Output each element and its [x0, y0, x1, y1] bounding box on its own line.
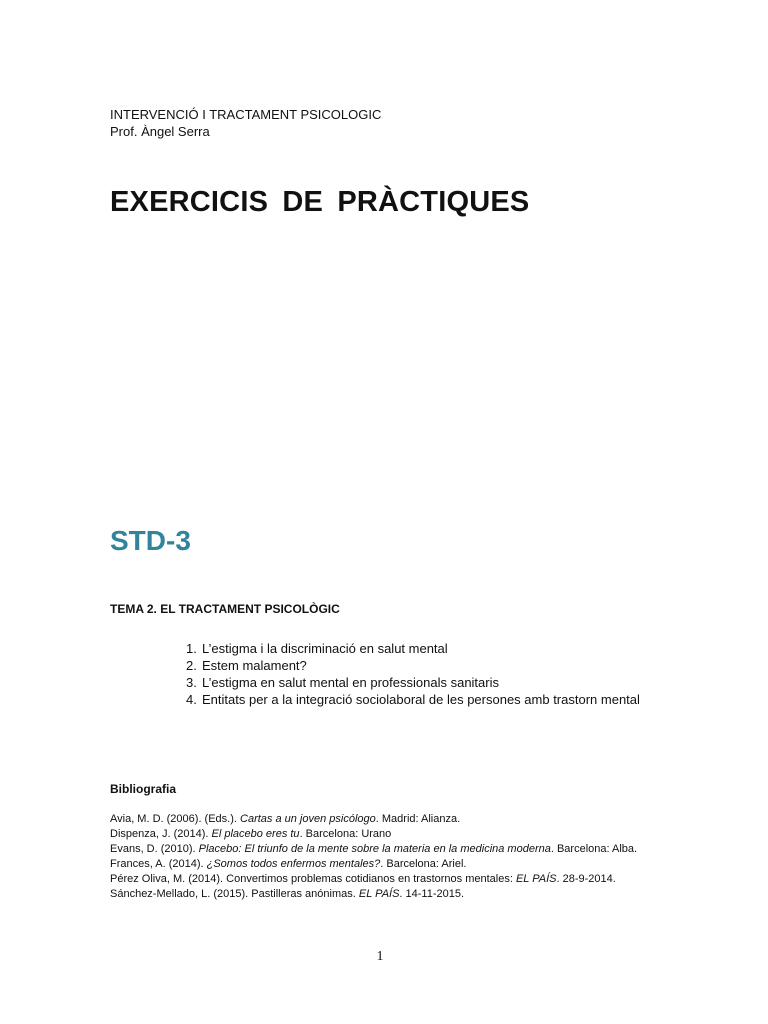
page-number: 1: [376, 949, 384, 964]
theme-heading: TEMA 2. EL TRACTAMENT PSICOLÒGIC: [110, 602, 340, 616]
reference-title: El placebo eres tu: [211, 828, 300, 840]
reference-author: Pérez Oliva, M. (2014). Convertimos problemas cotidianos en trastornos mentales:: [110, 873, 516, 885]
exercise-code: STD-3: [110, 525, 191, 556]
bibliography-list: [110, 812, 670, 902]
reference-item: [110, 812, 670, 827]
reference-item: [110, 827, 670, 842]
topic-number: 2.: [186, 658, 197, 673]
reference-title: EL PAÍS: [515, 873, 557, 885]
page-title: EXERCICIS DE PRÀCTIQUES: [110, 186, 530, 218]
reference-title: EL PAÍS: [358, 888, 400, 900]
list-item: [186, 691, 656, 708]
list-item: [186, 674, 656, 691]
reference-item: [110, 857, 670, 872]
topic-text: L’estigma i la discriminació en salut mental: [202, 641, 448, 656]
list-item: [186, 640, 656, 657]
reference-author: Sánchez-Mellado, L. (2015). Pastilleras anónimas.: [110, 888, 359, 900]
reference-author: Dispenza, J. (2014).: [110, 828, 212, 840]
topic-text: Estem malament?: [202, 658, 307, 673]
topic-number: 1.: [186, 641, 197, 656]
reference-publisher: . 14-11-2015.: [399, 888, 465, 900]
reference-publisher: . Barcelona: Alba.: [550, 843, 638, 855]
reference-publisher: . 28-9-2014.: [556, 873, 616, 885]
topic-list: [186, 640, 656, 708]
reference-author: Evans, D. (2010).: [110, 843, 199, 855]
topic-number: 3.: [186, 675, 197, 690]
reference-item: [110, 887, 670, 902]
topic-text: L’estigma en salut mental en professionals sanitaris: [202, 675, 499, 690]
bibliography-heading: Bibliografia: [110, 782, 177, 796]
list-item: [186, 657, 656, 674]
reference-publisher: . Barcelona: Urano: [299, 828, 392, 840]
reference-publisher: . Madrid: Alianza.: [375, 813, 461, 825]
topic-text: Entitats per a la integració sociolaboral de les persones amb trastorn mental: [202, 692, 640, 707]
reference-item: [110, 872, 670, 887]
reference-title: Cartas a un joven psicólogo: [240, 813, 376, 825]
professor-name: Prof. Àngel Serra: [110, 124, 210, 139]
reference-author: Frances, A. (2014).: [110, 858, 207, 870]
reference-publisher: . Barcelona: Ariel.: [380, 858, 467, 870]
reference-item: [110, 842, 670, 857]
course-name: INTERVENCIÓ I TRACTAMENT PSICOLOGIC: [110, 107, 382, 122]
topic-number: 4.: [186, 692, 197, 707]
reference-title: Placebo: El triunfo de la mente sobre la materia en la medicina moderna: [198, 843, 551, 855]
reference-title: ¿Somos todos enfermos mentales?: [206, 858, 381, 870]
reference-author: Avia, M. D. (2006). (Eds.).: [110, 813, 241, 825]
